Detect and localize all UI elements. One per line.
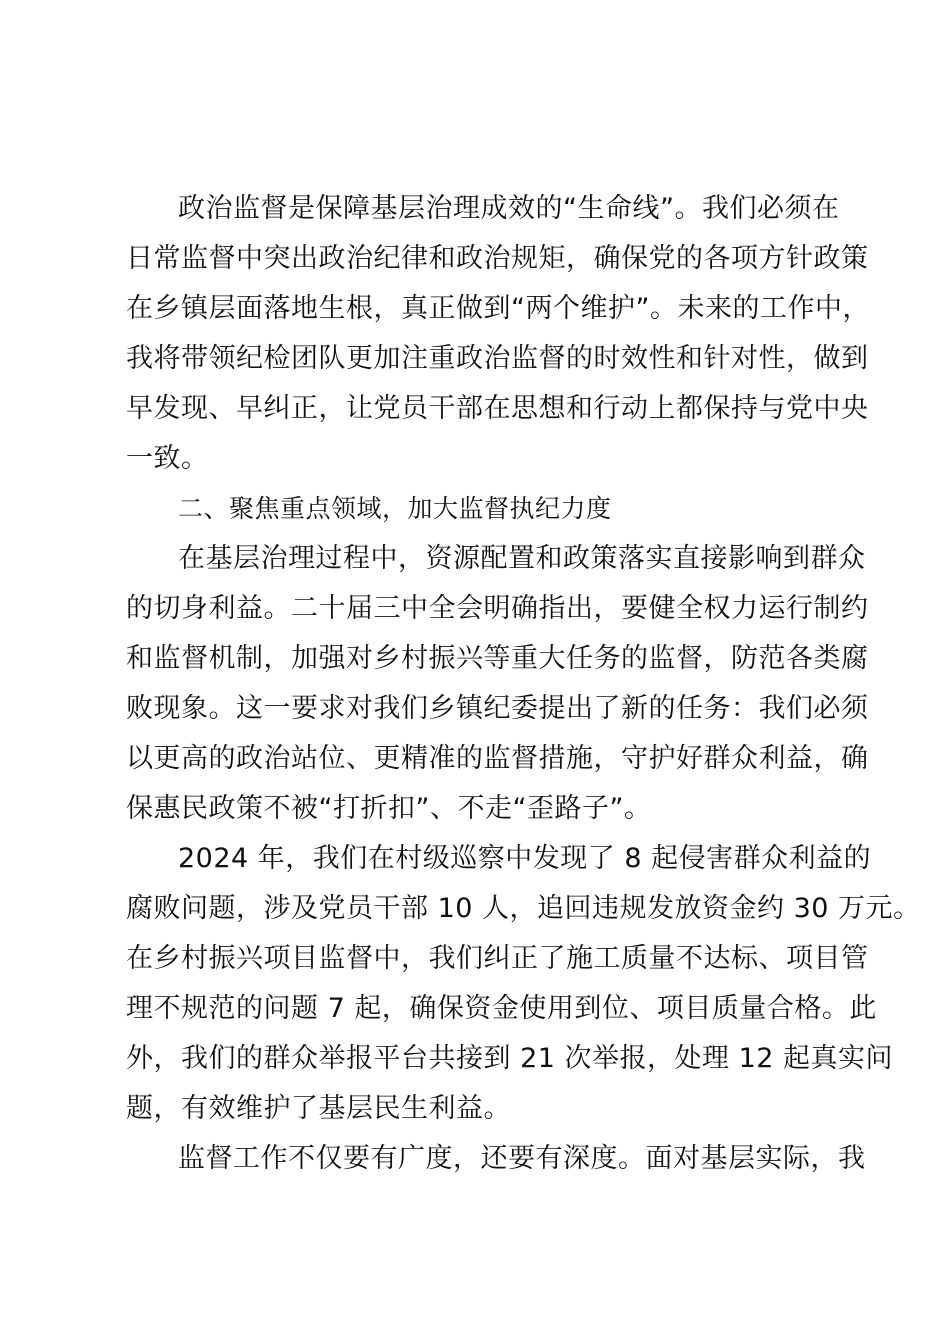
document-body	[126, 184, 921, 1184]
text-line: 政治监督是保障基层治理成效的“生命线”。我们必须在	[178, 193, 840, 224]
text-line: 日常监督中突出政治纪律和政治规矩，确保党的各项方针政策	[126, 243, 869, 274]
paragraph-key-areas	[126, 534, 869, 834]
text-line: 在乡村振兴项目监督中，我们纠正了施工质量不达标、项目管	[126, 943, 869, 974]
text-line: 以更高的政治站位、更精准的监督措施，守护好群众利益，确	[126, 743, 869, 774]
text-line: 腐败问题，涉及党员干部 10 人，追回违规发放资金约 30 万元。	[126, 893, 921, 924]
text-line: 理不规范的问题 7 起，确保资金使用到位、项目质量合格。此	[126, 993, 877, 1024]
text-line: 题，有效维护了基层民生利益。	[126, 1093, 511, 1124]
text-line: 和监督机制，加强对乡村振兴等重大任务的监督，防范各类腐	[126, 643, 869, 674]
text-line: 的切身利益。二十届三中全会明确指出，要健全权力运行制约	[126, 593, 869, 624]
text-line: 在基层治理过程中，资源配置和政策落实直接影响到群众	[178, 543, 866, 574]
text-line: 外，我们的群众举报平台共接到 21 次举报，处理 12 起真实问	[126, 1043, 894, 1074]
text-line: 早发现、早纠正，让党员干部在思想和行动上都保持与党中央	[126, 393, 869, 424]
text-line: 我将带领纪检团队更加注重政治监督的时效性和针对性，做到	[126, 343, 869, 374]
text-line: 监督工作不仅要有广度，还要有深度。面对基层实际，我	[178, 1143, 866, 1174]
section-heading: 二、聚焦重点领域，加大监督执纪力度	[178, 494, 612, 523]
text-line: 败现象。这一要求对我们乡镇纪委提出了新的任务：我们必须	[126, 693, 869, 724]
paragraph-2024-results	[126, 834, 921, 1134]
paragraph-political-supervision	[126, 184, 870, 484]
paragraph-depth	[126, 1134, 866, 1184]
text-line: 保惠民政策不被“打折扣”、不走“歪路子”。	[126, 793, 652, 824]
text-line: 一致。	[126, 443, 209, 474]
text-line: 2024 年，我们在村级巡察中发现了 8 起侵害群众利益的	[178, 843, 872, 874]
text-line: 在乡镇层面落地生根，真正做到“两个维护”。未来的工作中，	[126, 293, 870, 324]
